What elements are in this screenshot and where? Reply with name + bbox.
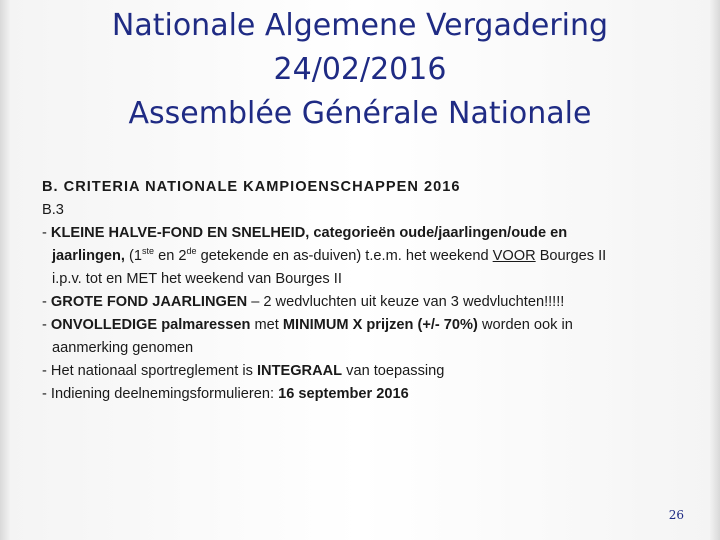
item-1-bold-text: KLEINE HALVE-FOND EN SNELHEID, categorieën oude/jaarlingen/oude en xyxy=(50,225,568,241)
list-item-1-continued-2: i.p.v. tot en MET het weekend van Bourges II xyxy=(52,271,342,287)
title-line-2: 24/02/2016 xyxy=(273,52,447,87)
list-item-4: - Het nationaal sportreglement is INTEGRAAL van toepassing xyxy=(42,363,445,379)
list-item-1 xyxy=(42,222,682,245)
section-heading: B. CRITERIA NATIONALE KAMPIOENSCHAPPEN 2016 xyxy=(42,179,461,195)
slide-body xyxy=(42,176,682,406)
item-3-bold-minimum: MINIMUM X prijzen (+/- 70%) xyxy=(282,317,478,333)
list-item-1-continued: jaarlingen, (1ste en 2de getekende en as-duiven) t.e.m. het weekend VOOR Bourges II xyxy=(52,246,607,264)
list-item-2: - GROTE FOND JAARLINGEN – 2 wedvluchten uit keuze van 3 wedvluchten!!!!! xyxy=(42,294,565,310)
slide-title xyxy=(0,4,720,136)
title-line-1: Nationale Algemene Vergadering xyxy=(111,8,609,43)
list-item-3-continued: aanmerking genomen xyxy=(52,340,194,356)
section-number: B.3 xyxy=(42,202,64,218)
bullet: - xyxy=(42,225,51,241)
list-item-5: - Indiening deelnemingsformulieren: 16 september 2016 xyxy=(42,386,409,402)
item-4-bold-text: INTEGRAAL xyxy=(256,363,343,379)
bullet: - xyxy=(42,294,51,310)
page-number: 26 xyxy=(668,508,684,522)
item-3-bold-text: ONVOLLEDIGE palmaressen xyxy=(50,317,251,333)
list-item-3: - ONVOLLEDIGE palmaressen met MINIMUM X prijzen (+/- 70%) worden ook in xyxy=(42,317,573,333)
item-1-bold-jaarlingen: jaarlingen, xyxy=(52,248,125,264)
bullet: - xyxy=(42,317,51,333)
item-2-bold-text: GROTE FOND JAARLINGEN xyxy=(50,294,248,310)
title-line-3: Assemblée Générale Nationale xyxy=(128,96,592,131)
item-5-bold-date: 16 september 2016 xyxy=(278,386,409,402)
item-1-underlined-voor: VOOR xyxy=(492,248,536,264)
